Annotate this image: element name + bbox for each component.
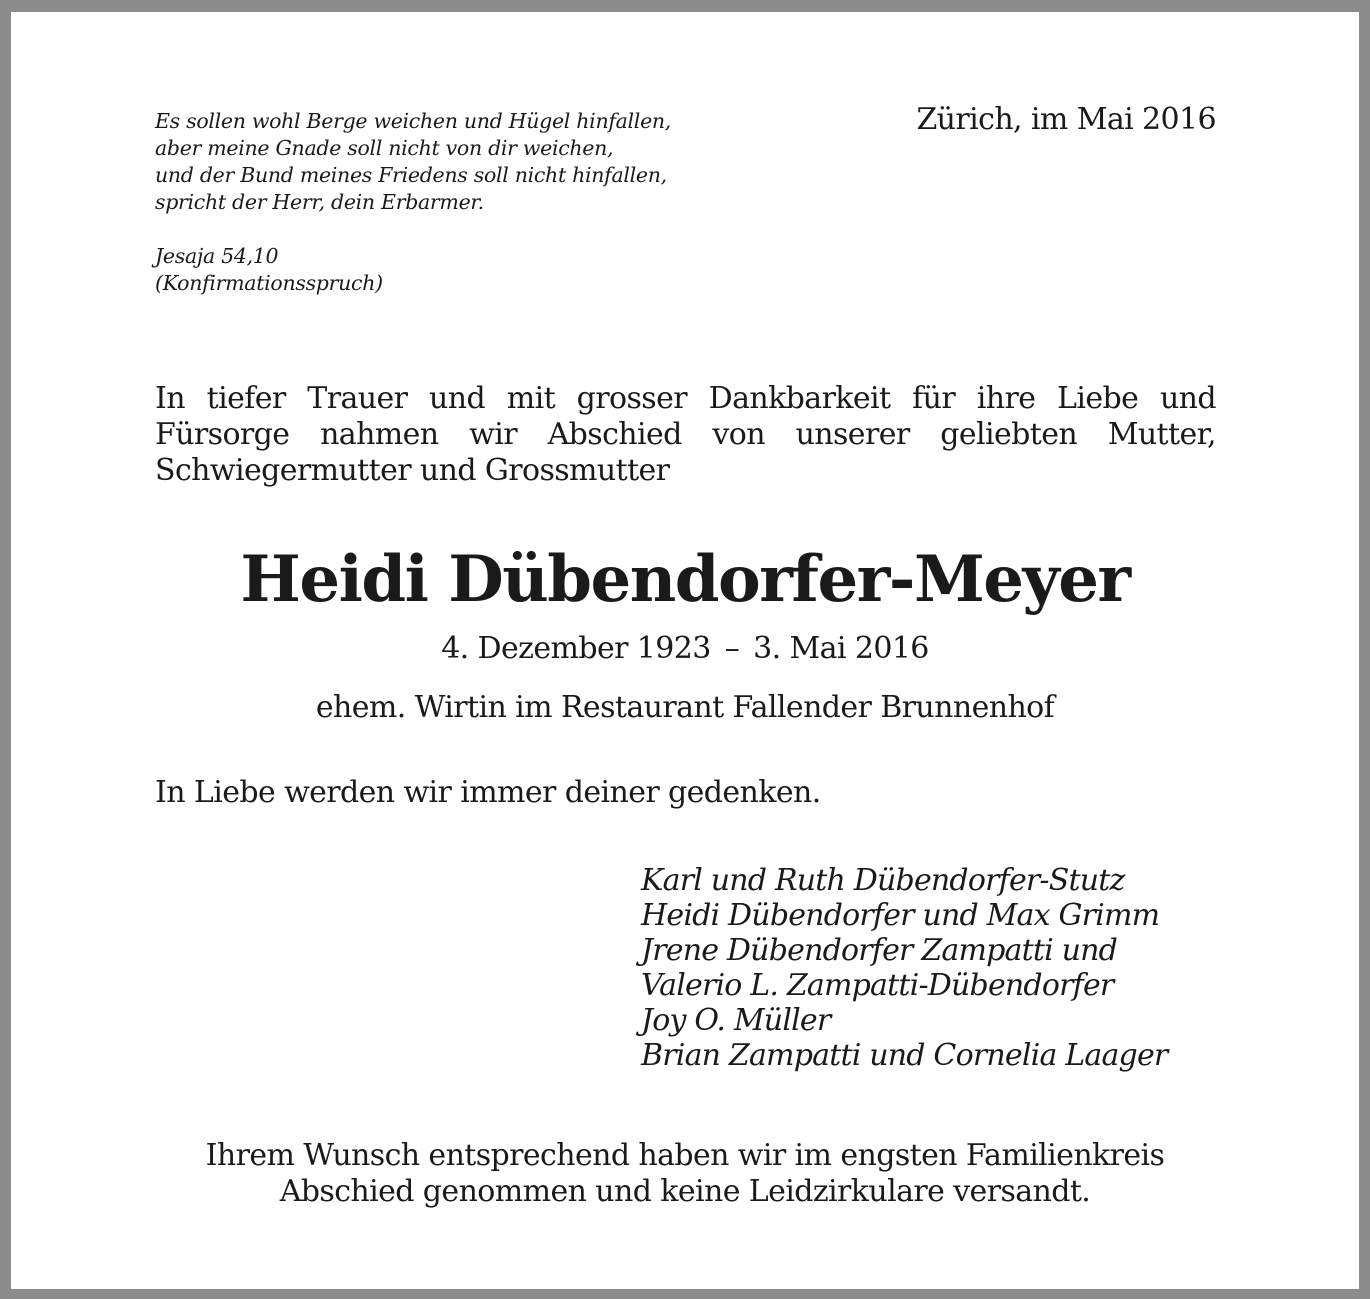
family-member: Jrene Dübendorfer Zampatti und bbox=[641, 933, 1118, 968]
family-signatures bbox=[641, 863, 1167, 1073]
death-date: 3. Mai 2016 bbox=[753, 631, 929, 666]
intro-line: In tiefer Trauer und mit grosser Dankbarkeit für ihre Liebe und bbox=[155, 381, 1216, 416]
closing-line: Ihrem Wunsch entsprechend haben wir im engsten Familienkreis bbox=[205, 1138, 1165, 1173]
family-member: Valerio L. Zampatti-Dübendorfer bbox=[641, 968, 1114, 1003]
family-member: Joy O. Müller bbox=[641, 1003, 831, 1038]
intro-line: Fürsorge nahmen wir Abschied von unserer geliebten Mutter, bbox=[155, 417, 1216, 452]
closing-note bbox=[0, 1138, 1370, 1210]
place-and-date: Zürich, im Mai 2016 bbox=[916, 102, 1216, 137]
family-member: Heidi Dübendorfer und Max Grimm bbox=[641, 898, 1160, 933]
remembrance-line: In Liebe werden wir immer deiner gedenken. bbox=[155, 775, 821, 810]
intro-paragraph bbox=[155, 381, 1216, 489]
verse-line: und der Bund meines Friedens soll nicht hinfallen, bbox=[155, 163, 667, 187]
verse-citation: Jesaja 54,10 bbox=[155, 244, 279, 268]
occupation: ehem. Wirtin im Restaurant Fallender Brunnenhof bbox=[315, 690, 1055, 725]
closing-line: Abschied genommen und keine Leidzirkulare versandt. bbox=[279, 1174, 1091, 1209]
bible-verse bbox=[155, 108, 671, 216]
family-member: Brian Zampatti und Cornelia Laager bbox=[641, 1038, 1168, 1073]
intro-line: Schwiegermutter und Grossmutter bbox=[155, 453, 670, 488]
birth-date: 4. Dezember 1923 bbox=[441, 631, 711, 666]
verse-line: Es sollen wohl Berge weichen und Hügel hinfallen, bbox=[155, 109, 672, 133]
date-separator: – bbox=[724, 631, 740, 666]
verse-note: (Konfirmationsspruch) bbox=[155, 271, 383, 295]
verse-reference bbox=[155, 243, 383, 297]
verse-line: spricht der Herr, dein Erbarmer. bbox=[155, 190, 484, 214]
verse-line: aber meine Gnade soll nicht von dir weichen, bbox=[155, 136, 614, 160]
family-member: Karl und Ruth Dübendorfer-Stutz bbox=[641, 863, 1125, 898]
life-dates bbox=[0, 629, 1370, 669]
deceased-name: Heidi Dübendorfer-Meyer bbox=[240, 542, 1130, 617]
